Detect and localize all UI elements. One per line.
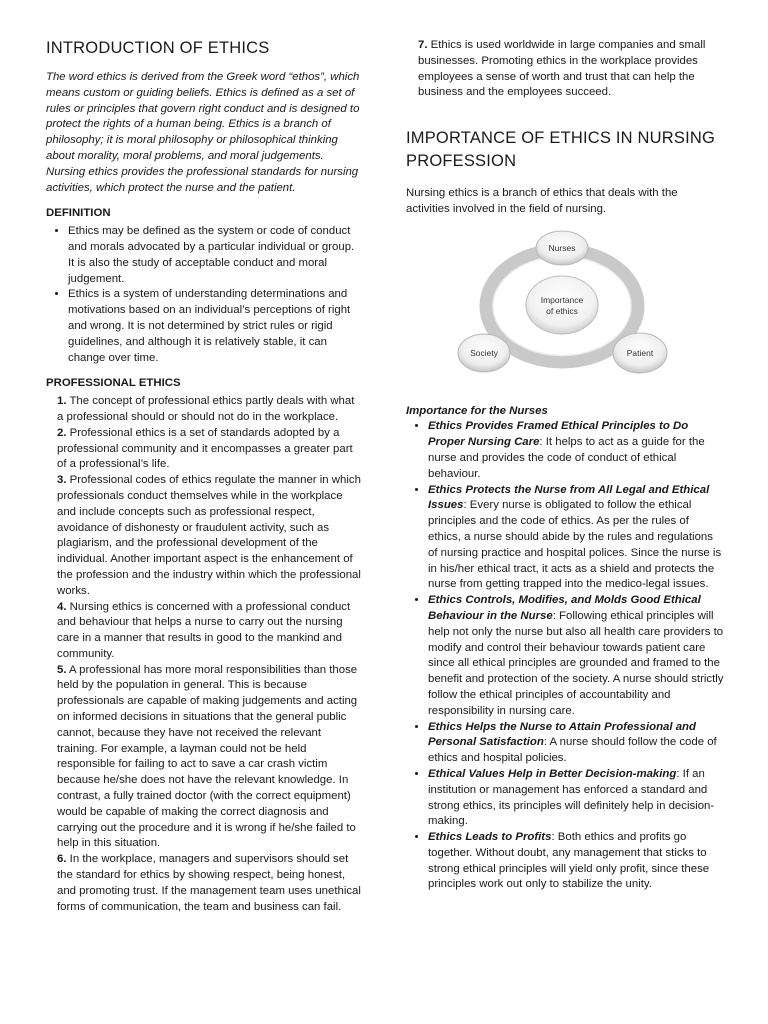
item-text: A professional has more moral responsibilities than those held by the population in general. This is because professionals are capable of making judgements and acting on informed decisions in situations that the general public cannot, because they have not received the relevant training. For example, a layman could not be held responsible for failing to act to save a car crash victim because he/she does not have the relevant knowledge. In contrast, a fully trained doctor (with the correct equipment) would be capable of making the correct diagnosis and carrying out the procedure and it is wrong if he/she failed to help in this situation. [57, 663, 358, 850]
importance-item-title: Ethics Controls, Modifies, and Molds Good Ethical Behaviour in the Nurse [428, 594, 701, 622]
definition-item: • Ethics may be defined as the system or code of conduct and morals advocated by a particular individual or group. It is also the study of acceptable conduct and moral judgement. [68, 224, 362, 287]
importance-item [428, 720, 724, 767]
importance-item [428, 483, 724, 594]
importance-title: IMPORTANCE OF ETHICS IN NURSING PROFESSION [406, 129, 716, 171]
nursing-ethics-intro: Nursing ethics is a branch of ethics that deals with the activities involved in the field of nursing. [406, 187, 678, 215]
society-label: Society [470, 347, 498, 358]
professional-item [57, 473, 362, 599]
item-text: The concept of professional ethics partly deals with what a professional should or should not do in the workplace. [57, 395, 355, 423]
importance-item [428, 767, 724, 830]
item-text: In the workplace, managers and supervisors should set the standard for ethics by showing respect, being honest, and promoting trust. If the management team uses unethical forms of communication, the team and business can fail. [57, 853, 361, 913]
importance-item-text: : Following ethical principles will help not only the nurse but also all health care providers to modify and control their behaviour towards patient care since all ethical principles are grounded and framed to the benefit and protection of the society. A nurse should strictly follow the ethical principles of accountability and responsibility in nursing care. [428, 609, 724, 717]
professional-item [57, 663, 362, 853]
importance-item [428, 830, 724, 893]
importance-for-nurses-heading: Importance for the Nurses [406, 404, 548, 417]
item-number: 6. [57, 853, 67, 866]
item-number: 1. [57, 395, 67, 408]
item-number: 3. [57, 474, 67, 487]
left-column [46, 38, 362, 915]
importance-item-text: : A nurse should follow the code of ethics and hospital policies. [428, 736, 717, 765]
importance-item [428, 593, 724, 719]
intro-title: INTRODUCTION OF ETHICS [46, 39, 270, 57]
nurses-label: Nurses [548, 242, 576, 253]
definition-heading: DEFINITION [46, 207, 111, 220]
importance-item-title: Ethics Provides Framed Ethical Principles to Do Proper Nursing Care [428, 420, 689, 449]
importance-item-title: Ethical Values Help in Better Decision-making [428, 767, 677, 780]
professional-item [57, 394, 362, 426]
professional-item-7 [418, 38, 724, 101]
importance-item-title: Ethics Helps the Nurse to Attain Professional and Personal Satisfaction [428, 720, 696, 749]
item-number: 7. [418, 39, 428, 51]
intro-paragraph: The word ethics is derived from the Greek word “ethos”, which means custom or guiding beliefs. Ethics is defined as a set of rules or principles that govern right conduct and is designed to protect the rights of a human being. Ethics is a branch of philosophy; it is moral philosophy or philosophical thinking about morality, moral problems, and moral judgements. Nursing ethics provides the professional standards for nursing activities, which protect the nurse and the patient. [46, 71, 360, 194]
definition-list [46, 224, 362, 366]
importance-list [406, 419, 724, 893]
importance-item-text: : It helps to act as a guide for the nurse and provides the code of conduct of ethical behaviour. [428, 436, 705, 480]
importance-item-title: Ethics Leads to Profits [428, 831, 552, 844]
professional-ethics-heading: PROFESSIONAL ETHICS [46, 377, 181, 390]
professional-ethics-list [46, 394, 362, 915]
professional-item [57, 600, 362, 663]
professional-item [57, 426, 362, 473]
item-text: Professional codes of ethics regulate the manner in which professionals conduct themselves while in the workplace and include concepts such as professional respect, avoidance of dishonesty or fraudulent activity, such as plagiarism, and the professional development of the individual. Another important aspect is the enhancement of the profession and the industry within which the professional works. [57, 474, 361, 597]
importance-item [428, 419, 724, 482]
item-text: Nursing ethics is concerned with a professional conduct and behaviour that helps a nurse to carry out the nursing care in a manner that results in good to the mankind and community. [57, 600, 351, 660]
center-label-line2: of ethics [546, 305, 578, 316]
item-number: 2. [57, 426, 67, 439]
importance-item-text: : If an institution or management has enforced a standard and strong ethics, its principles will definitely help in decision-making. [428, 767, 715, 828]
item-number: 4. [57, 600, 67, 613]
importance-item-text: : Every nurse is obligated to follow the ethical principles and the code of ethics. As per the rules of ethics, a nurse should abide by the rules and regulations of nursing practice and hospital polices. Since the nurse is in his/her ethical tract, it acts as a shield and protects the nurse from getting trapped into the medico-legal issues. [428, 499, 722, 591]
patient-label: Patient [626, 347, 654, 358]
right-column [406, 38, 724, 893]
importance-cycle-diagram [406, 226, 724, 386]
importance-item-title: Ethics Protects the Nurse from All Legal and Ethical Issues [428, 483, 710, 512]
professional-item [57, 852, 362, 915]
item-text: Professional ethics is a set of standards adopted by a professional community and it encompasses a greater part of a professional’s life. [57, 426, 353, 471]
importance-item-text: : Both ethics and profits go together. Without doubt, any management that sticks to strong ethical principles will yield only profit, since these principles work out only to stabilize the unity. [428, 831, 710, 891]
definition-item: • Ethics is a system of understanding determinations and motivations based on an individual’s perceptions of right and wrong. It is not determined by strict rules or rigid guidelines, and although it is relatively stable, it can change over time. [68, 287, 362, 366]
item-text: Ethics is used worldwide in large companies and small businesses. Promoting ethics in the workplace provides employees a sense of worth and trust that can help the business and the employees succeed. [418, 39, 706, 99]
center-label-line1: Importance [540, 294, 584, 305]
item-number: 5. [57, 663, 67, 676]
center-bubble [526, 276, 598, 334]
